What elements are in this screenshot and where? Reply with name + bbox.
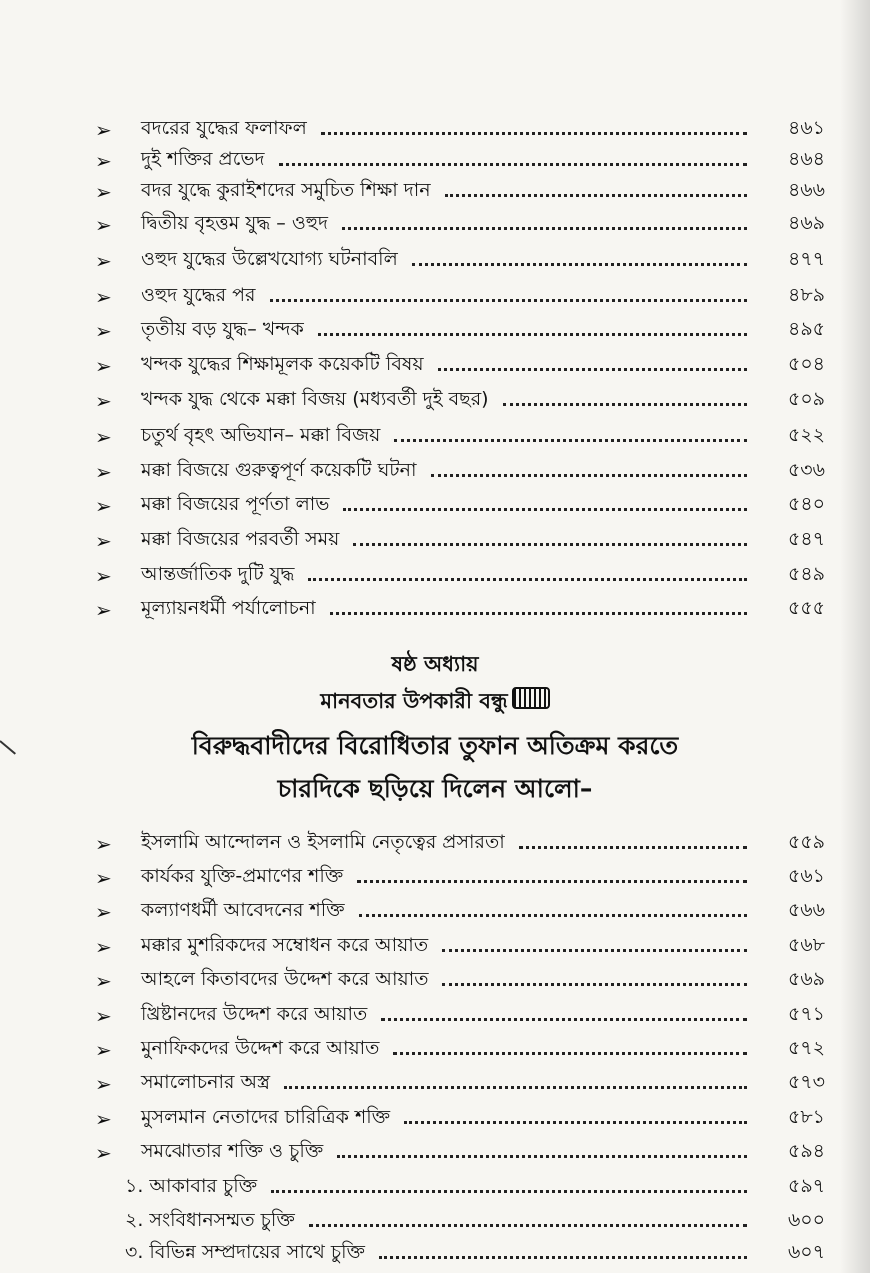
- toc-entry: [95, 594, 825, 626]
- arrow-bullet-icon: ➢: [95, 1004, 112, 1028]
- dot-leader: [318, 333, 747, 336]
- toc-entry-page: ৫৭৩: [787, 1071, 825, 1093]
- arrow-bullet-icon: ➢: [95, 1038, 112, 1062]
- toc-entry-title: খন্দক যুদ্ধ থেকে মক্কা বিজয় (মধ্যবর্তী দুই বছর): [141, 388, 489, 410]
- toc-entry-title: চতুর্থ বৃহৎ অভিযান– মক্কা বিজয়: [141, 424, 381, 446]
- toc-entry: [95, 209, 825, 241]
- dot-leader: [337, 1155, 747, 1158]
- toc-entry-page: ৫৪৭: [787, 528, 825, 550]
- arrow-bullet-icon: ➢: [95, 900, 112, 924]
- toc-subentry: [125, 1172, 825, 1204]
- dot-leader: [342, 227, 747, 230]
- toc-entry-page: ৫৩৬: [787, 459, 825, 481]
- toc-entry-page: ৫৪০: [787, 493, 825, 515]
- toc-entry: [95, 350, 825, 382]
- toc-entry-page: ৫০৪: [787, 353, 825, 375]
- salutation-seal-icon: [512, 687, 550, 709]
- toc-entry-page: ৫৫৯: [788, 831, 825, 853]
- toc-entry-title: কার্যকর যুক্তি-প্রমাণের শক্তি: [141, 865, 344, 887]
- toc-entry-title: মক্কার মুশরিকদের সম্বোধন করে আয়াত: [141, 934, 429, 956]
- toc-entry: [95, 1000, 825, 1032]
- toc-entry: [95, 896, 825, 928]
- toc-entry-title: সমঝোতার শক্তি ও চুক্তি: [141, 1140, 324, 1162]
- toc-entry-title: সমালোচনার অস্ত্র: [141, 1071, 271, 1093]
- toc-entry-title: মক্কা বিজয়ের পূর্ণতা লাভ: [141, 493, 330, 515]
- toc-entry: [95, 114, 825, 146]
- arrow-bullet-icon: ➢: [95, 180, 112, 204]
- dot-leader: [431, 474, 747, 477]
- toc-subentry-page: ৬০০: [787, 1209, 825, 1231]
- toc-entry-title: তৃতীয় বড় যুদ্ধ– খন্দক: [141, 318, 304, 340]
- toc-entry-title: ওহুদ যুদ্ধের উল্লেখযোগ্য ঘটনাবলি: [141, 248, 398, 270]
- toc-subentry-title: ১. আকাবার চুক্তি: [125, 1175, 258, 1197]
- arrow-bullet-icon: ➢: [95, 935, 112, 959]
- toc-entry: [95, 315, 825, 347]
- dot-leader: [321, 132, 747, 135]
- toc-subentry-title: ৩. বিভিন্ন সম্প্রদায়ের সাথে চুক্তি: [125, 1241, 365, 1263]
- toc-entry: [95, 145, 825, 177]
- toc-entry: [95, 931, 825, 963]
- toc-entry-title: কল্যাণধর্মী আবেদনের শক্তি: [141, 899, 345, 921]
- arrow-bullet-icon: ➢: [95, 832, 112, 856]
- toc-entry-title: মুসলমান নেতাদের চারিত্রিক শক্তি: [141, 1106, 391, 1128]
- dot-leader: [357, 880, 747, 883]
- arrow-bullet-icon: ➢: [95, 319, 112, 343]
- dot-leader: [438, 368, 747, 371]
- toc-entry-title: আহলে কিতাবদের উদ্দেশ করে আয়াত: [141, 968, 429, 990]
- arrow-bullet-icon: ➢: [95, 494, 112, 518]
- toc-entry: [95, 1068, 825, 1100]
- arrow-bullet-icon: ➢: [95, 213, 112, 237]
- toc-entry: [95, 245, 825, 277]
- toc-entry-page: ৫০৯: [787, 388, 825, 410]
- dot-leader: [359, 914, 747, 917]
- toc-entry: [95, 828, 825, 860]
- toc-entry-title: দ্বিতীয় বৃহত্তম যুদ্ধ – ওহুদ: [141, 212, 328, 234]
- toc-entry-page: ৫৬৮: [787, 934, 825, 956]
- dot-leader: [442, 983, 747, 986]
- toc-entry-page: ৫৬১: [787, 865, 825, 887]
- arrow-bullet-icon: ➢: [95, 249, 112, 273]
- toc-subentry-page: ৬০৭: [787, 1241, 825, 1263]
- chapter-title-line-3: চারদিকে ছড়িয়ে দিলেন আলো–: [277, 774, 593, 803]
- page-edge-shadow: [840, 0, 870, 1273]
- dot-leader: [279, 163, 748, 166]
- toc-entry-page: ৫৯৪: [788, 1140, 825, 1162]
- arrow-bullet-icon: ➢: [95, 149, 112, 173]
- toc-entry-page: ৪৮৯: [788, 284, 825, 306]
- arrow-bullet-icon: ➢: [95, 969, 112, 993]
- dot-leader: [271, 1190, 747, 1193]
- toc-subentry-title: ২. সংবিধানসম্মত চুক্তি: [125, 1209, 295, 1231]
- toc-entry-page: ৫৫৫: [788, 597, 825, 619]
- toc-entry-page: ৪৬১: [787, 117, 825, 139]
- toc-entry-title: মুনাফিকদের উদ্দেশ করে আয়াত: [141, 1037, 380, 1059]
- arrow-bullet-icon: ➢: [95, 118, 112, 142]
- arrow-bullet-icon: ➢: [95, 866, 112, 890]
- chapter-title-line-1: [0, 685, 870, 720]
- dot-leader: [343, 508, 747, 511]
- toc-entry: [95, 421, 825, 453]
- toc-entry: [95, 456, 825, 488]
- toc-entry-page: ৪৬৯: [787, 212, 825, 234]
- toc-entry-page: ৫৬৬: [787, 899, 825, 921]
- toc-entry-title: খ্রিষ্টানদের উদ্দেশ করে আয়াত: [141, 1003, 368, 1025]
- arrow-bullet-icon: ➢: [95, 598, 112, 622]
- chapter-number: ষষ্ঠ অধ্যায়: [391, 652, 479, 676]
- dot-leader: [412, 263, 747, 266]
- toc-entry: [95, 965, 825, 997]
- toc-entry-title: খন্দক যুদ্ধের শিক্ষামূলক কয়েকটি বিষয়: [141, 353, 424, 375]
- toc-entry-page: ৪৬৬: [787, 179, 825, 201]
- arrow-bullet-icon: ➢: [95, 285, 112, 309]
- dot-leader: [381, 1018, 747, 1021]
- arrow-bullet-icon: ➢: [95, 460, 112, 484]
- toc-entry-title: মক্কা বিজয়ে গুরুত্বপূর্ণ কয়েকটি ঘটনা: [141, 459, 417, 481]
- toc-entry: [95, 862, 825, 894]
- arrow-bullet-icon: ➢: [95, 1141, 112, 1165]
- toc-subentry: [125, 1206, 825, 1238]
- toc-entry-title: বদর যুদ্ধে কুরাইশদের সমুচিত শিক্ষা দান: [141, 179, 431, 201]
- chapter-title-line-2: বিরুদ্ধবাদীদের বিরোধিতার তুফান অতিক্রম করতে: [191, 731, 679, 760]
- dot-leader: [270, 299, 748, 302]
- toc-subentry: [125, 1238, 825, 1270]
- chapter-title-text: মানবতার উপকারী বন্ধু: [320, 689, 508, 713]
- dot-leader: [404, 1121, 747, 1124]
- arrow-bullet-icon: ➢: [95, 564, 112, 588]
- toc-entry-page: ৪৯৫: [788, 318, 825, 340]
- arrow-bullet-icon: ➢: [95, 354, 112, 378]
- toc-entry-title: ওহুদ যুদ্ধের পর: [141, 284, 256, 306]
- toc-entry: [95, 176, 825, 208]
- toc-entry-page: ৫৭২: [787, 1037, 825, 1059]
- arrow-bullet-icon: ➢: [95, 529, 112, 553]
- toc-subentry-page: ৫৯৭: [787, 1175, 825, 1197]
- toc-entry-page: ৫৮১: [788, 1106, 825, 1128]
- toc-entry: [95, 385, 825, 417]
- dot-leader: [284, 1086, 747, 1089]
- toc-entry: [95, 1034, 825, 1066]
- toc-entry-title: বদরের যুদ্ধের ফলাফল: [141, 117, 307, 139]
- dot-leader: [379, 1256, 747, 1259]
- arrow-bullet-icon: ➢: [95, 1072, 112, 1096]
- dot-leader: [330, 612, 747, 615]
- toc-entry-title: ইসলামি আন্দোলন ও ইসলামি নেতৃত্বের প্রসারতা: [141, 831, 505, 853]
- toc-entry-title: দুই শক্তির প্রভেদ: [141, 148, 265, 170]
- dot-leader: [519, 846, 747, 849]
- toc-entry: [95, 1103, 825, 1135]
- toc-entry: [95, 490, 825, 522]
- dot-leader: [394, 439, 747, 442]
- toc-entry-page: ৪৬৪: [787, 148, 825, 170]
- arrow-bullet-icon: ➢: [95, 1107, 112, 1131]
- arrow-bullet-icon: ➢: [95, 425, 112, 449]
- dot-leader: [445, 194, 747, 197]
- toc-entry-page: ৫৬৯: [787, 968, 825, 990]
- toc-entry: [95, 525, 825, 557]
- toc-entry-page: ৫৭১: [787, 1003, 825, 1025]
- toc-entry-title: মক্কা বিজয়ের পরবর্তী সময়: [141, 528, 340, 550]
- toc-entry: [95, 1137, 825, 1169]
- toc-entry-title: মূল্যায়নধর্মী পর্যালোচনা: [141, 597, 316, 619]
- dot-leader: [308, 578, 747, 581]
- dot-leader: [503, 403, 747, 406]
- dot-leader: [442, 949, 747, 952]
- arrow-bullet-icon: ➢: [95, 389, 112, 413]
- toc-entry: [95, 281, 825, 313]
- dot-leader: [353, 543, 747, 546]
- dot-leader: [393, 1052, 747, 1055]
- toc-entry: [95, 560, 825, 592]
- toc-entry-page: ৫৪৯: [788, 563, 825, 585]
- toc-entry-page: ৪৭৭: [787, 248, 825, 270]
- dot-leader: [309, 1224, 747, 1227]
- toc-entry-title: আন্তর্জাতিক দুটি যুদ্ধ: [141, 563, 295, 585]
- toc-entry-page: ৫২২: [787, 424, 825, 446]
